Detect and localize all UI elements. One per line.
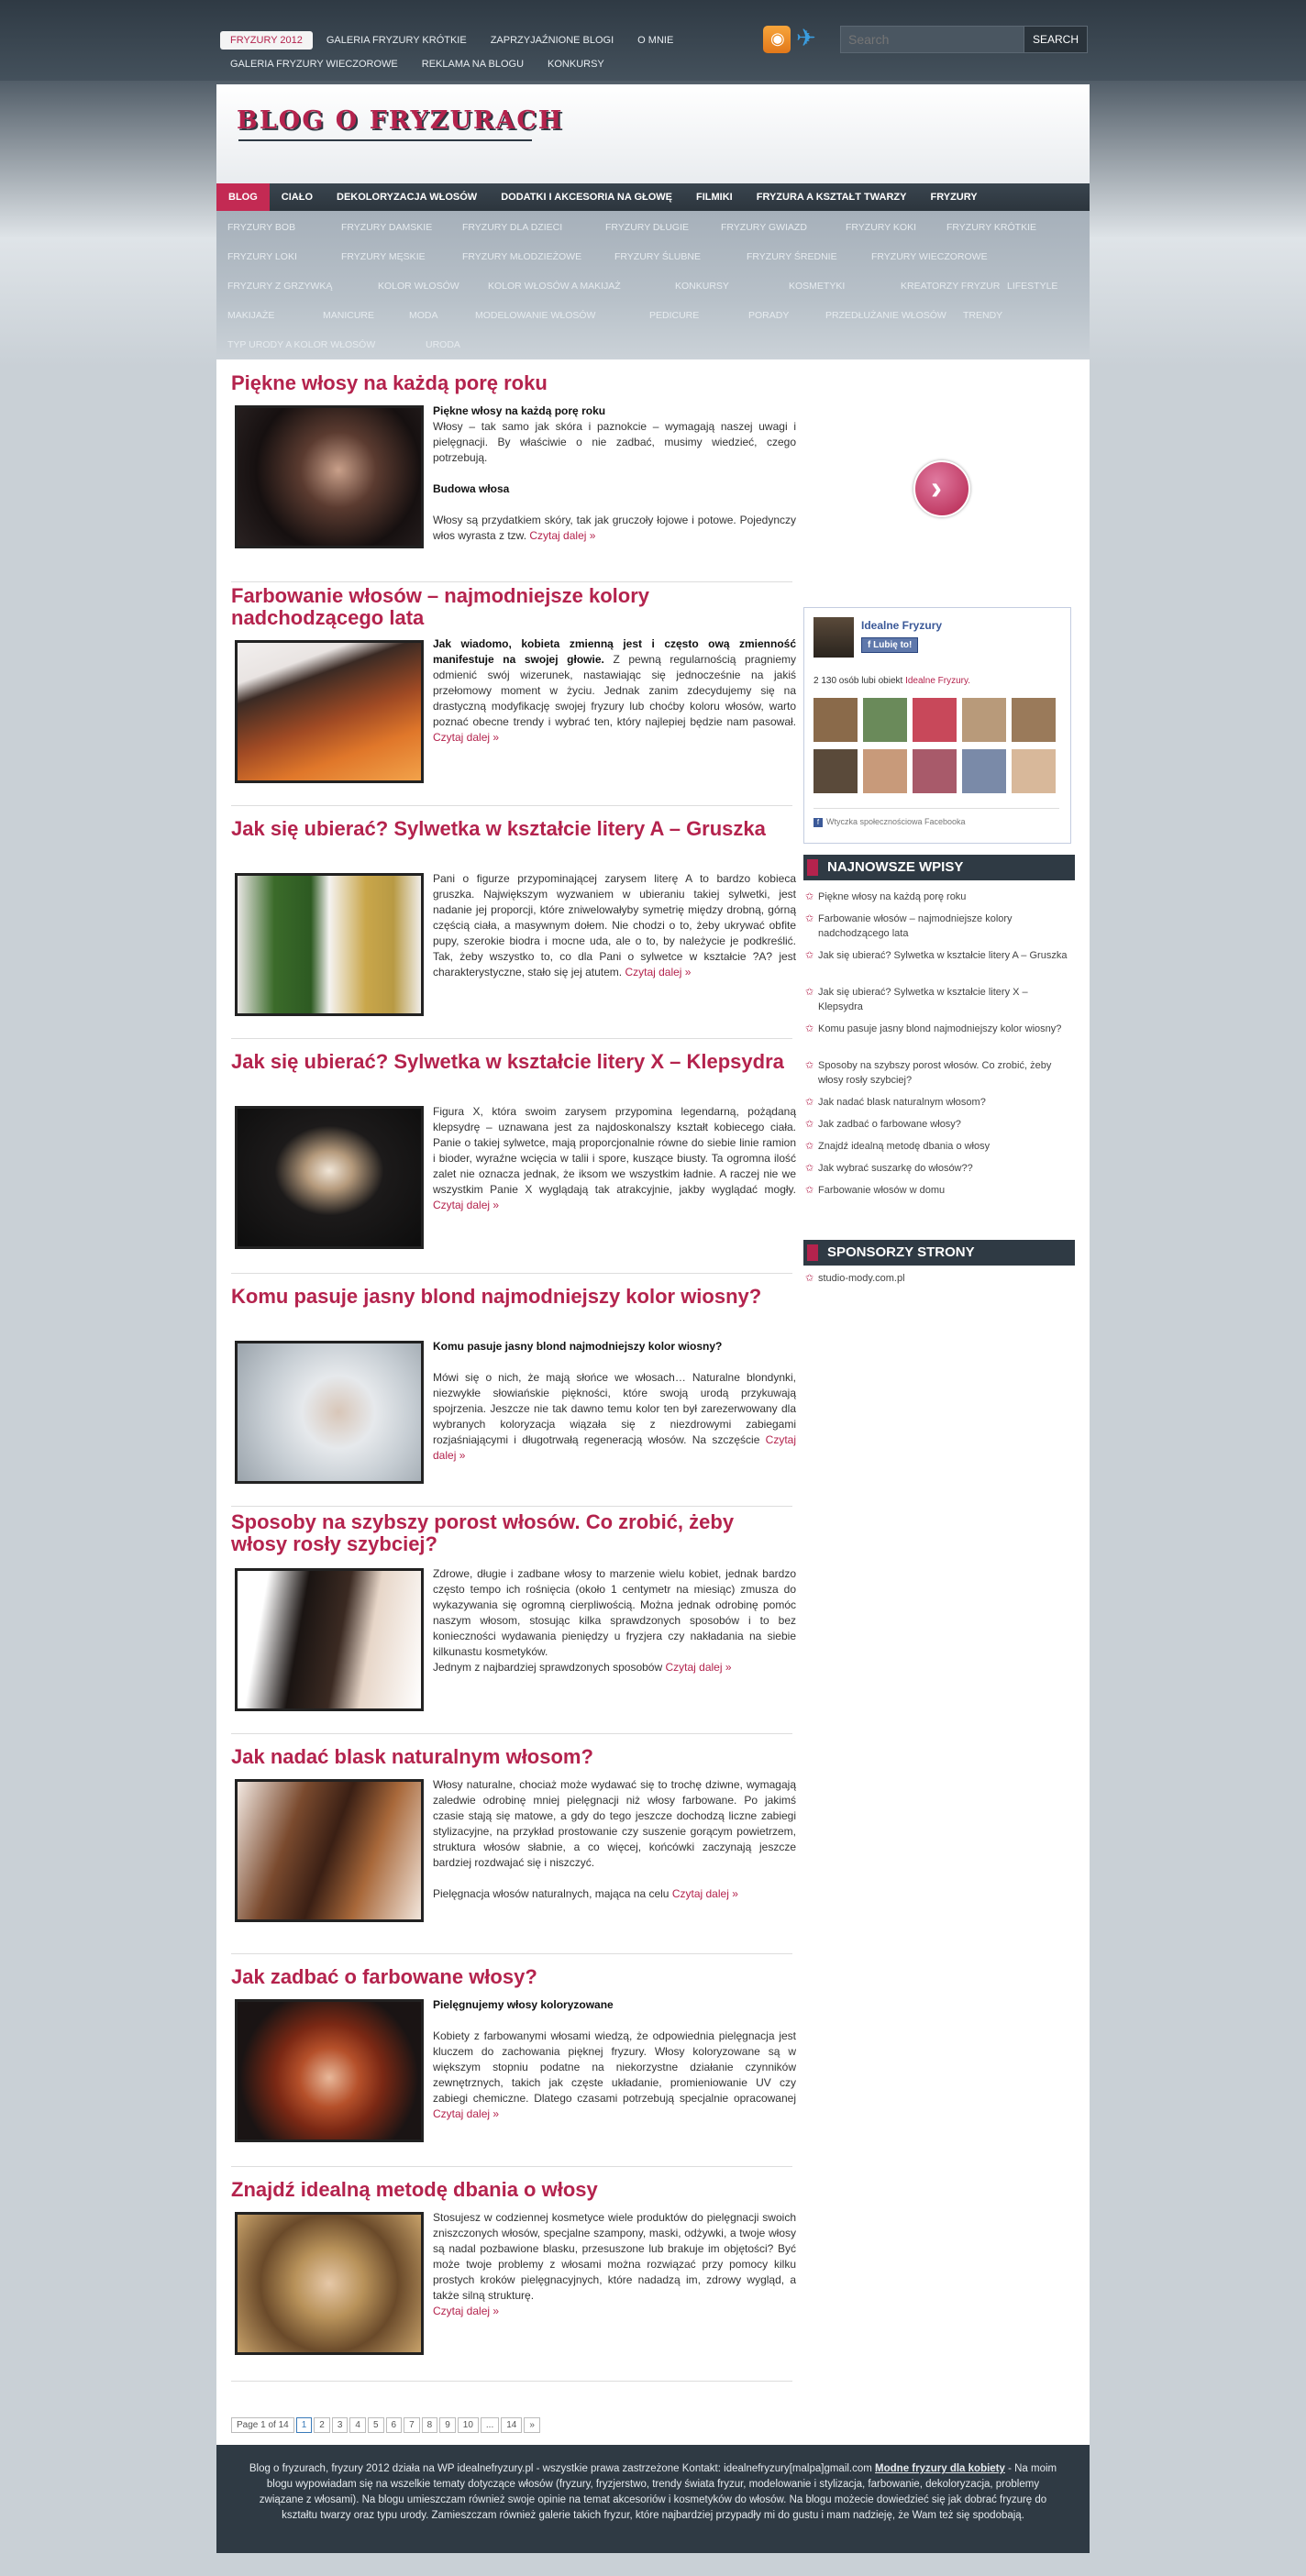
newest-post-link[interactable]: ✩ Jak się ubierać? Sylwetka w kształcie litery A – Gruszka [803,948,1075,963]
facebook-f-icon: f [813,818,823,827]
subcategory-item[interactable]: FRYZURY DŁUGIE [605,222,690,233]
post-excerpt: Figura X, która swoim zarysem przypomina legendarną, pożądaną klepsydrę – uznawana jest za najdoskonalszy kształt kobiecego ciała. Panie o takiej sylwetce, mają proporcjonalnie równe do siebie linie ramion i bioder, wyraźne wcięcia w talii i spore, kuszące biusty. Ta ogromna ilość zalet nie oznacza jednak, że iksom we wszystkim ładnie. A raczej nie we wszystkim Panie X wyglądają tak atrakcyjnie, jakby wyglądać mogły. Czytaj dalej » [433,1105,796,1211]
topnav-o-mnie[interactable]: O MNIE [637,35,674,46]
post-title[interactable]: Farbowanie włosów – najmodniejsze kolory nadchodzącego lata [231,584,649,629]
read-more-link[interactable]: Czytaj dalej » [625,966,692,978]
post-excerpt: Jak wiadomo, kobieta zmienną jest i często ową zmienność manifestuje na swojej głowie. Z pewną regularnością pragniemy odmienić swój wizerunek, nastawiając się jednocześnie na jakiś przełomowy moment w życiu. Jednak zanim zdecydujemy się na drastyczną modyfikację swojej fryzury lub choćby koloru włosów, warto poznać obecne trendy i wybrać ten, który najlepiej będzie nam pasował. Czytaj dalej » [433,637,797,744]
newest-post-link[interactable]: ✩ Komu pasuje jasny blond najmodniejszy kolor wiosny? [803,1022,1075,1036]
newest-post-link[interactable]: ✩ Jak nadać blask naturalnym włosom? [803,1095,1075,1110]
subcategory-item[interactable]: MAKIJAŻE [227,310,275,321]
read-more-link[interactable]: Czytaj dalej » [433,731,500,744]
post [231,585,792,629]
subcategory-item[interactable]: FRYZURY WIECZOROWE [871,251,988,262]
post [231,1286,792,1308]
post-divider [231,2166,792,2167]
read-more-link[interactable]: Czytaj dalej » [665,1661,732,1674]
topnav-konkursy[interactable]: KONKURSY [548,59,604,70]
post-excerpt: Komu pasuje jasny blond najmodniejszy kolor wiosny? Mówi się o nich, że mają słońce we włosach… Naturalne blondynki, niezwykłe słowiańskie piękności, które swoją urodą przykuwają spojrzenia. Jeszcze nie tak dawno temu kolor ten był zarezerwowany dla wybranych koloryzacja wiązała się z niezdrowymi zabiegami rozjaśniającymi i długotrwałą regeneracją włosów. Na szczęście Czytaj dalej » [433,1340,796,1462]
read-more-link[interactable]: Czytaj dalej » [433,2305,500,2317]
post-thumbnail[interactable] [235,1106,424,1249]
category-dekoloryzacja[interactable]: DEKOLORYZACJA WŁOSÓW [337,192,478,203]
topnav-reklama[interactable]: REKLAMA NA BLOGU [421,59,525,70]
page-link[interactable]: 10 [458,2417,479,2433]
page-link[interactable]: 4 [349,2417,366,2433]
post-thumbnail[interactable] [235,1568,424,1711]
post-title[interactable]: Komu pasuje jasny blond najmodniejszy kolor wiosny? [231,1285,762,1308]
subcategory-rows [216,211,1090,359]
post-divider [231,2381,792,2382]
post-excerpt: Pielęgnujemy włosy koloryzowane Kobiety z farbowanymi włosami wiedzą, że odpowiednia pielęgnacja jest kluczem do zachowania pięknej fryzury. Włosy koloryzowane są w większym stopniu podatne na niekorzystne działanie czynników zewnętrznych, takich jak częste układanie, promieniowanie UV czy zabiegi chemiczne. Dlatego czasami potrzebują specjalnie opracowanej Czytaj dalej » [433,1998,796,2120]
sponsor-link[interactable]: ✩ studio-mody.com.pl [803,1271,1075,1286]
site-logo[interactable]: BLOG O FRYZURACH [237,106,564,135]
subcategory-item[interactable]: FRYZURY MĘSKIE [341,251,426,262]
subcategory-item[interactable]: PEDICURE [649,310,700,321]
subcategory-item[interactable]: TRENDY [963,310,1003,321]
page-link[interactable]: 7 [404,2417,420,2433]
newest-posts-heading: NAJNOWSZE WPISY [803,855,1075,880]
subcategory-item[interactable]: FRYZURY DLA DZIECI [462,222,563,233]
subcategory-item[interactable]: FRYZURY KOKI [846,222,917,233]
facebook-like-count: 2 130 osób lubi obiekt Idealne Fryzury. [813,676,971,686]
post [231,1966,792,1988]
subcategory-item[interactable]: KOLOR WŁOSÓW [378,281,459,292]
post [231,818,792,840]
post-divider [231,1038,792,1039]
sponsors-heading: SPONSORZY STRONY [803,1240,1075,1266]
subcategory-item[interactable]: FRYZURY ŚREDNIE [747,251,837,262]
newest-post-link[interactable]: ✩ Farbowanie włosów – najmodniejsze kolory nadchodzącego lata [803,912,1075,941]
main-content [216,359,1090,2445]
subcategory-item[interactable]: PORADY [748,310,790,321]
facebook-page-link[interactable]: Idealne Fryzury. [905,676,971,686]
subcategory-item[interactable]: FRYZURY KRÓTKIE [946,222,1037,233]
pagination [231,2417,542,2433]
newest-post-link[interactable]: ✩ Znajdź idealną metodę dbania o włosy [803,1139,1075,1154]
page-link[interactable]: 8 [422,2417,438,2433]
read-more-link[interactable]: Czytaj dalej » [433,1433,796,1462]
subcategory-item[interactable]: KONKURSY [675,281,729,292]
facebook-fan-avatar[interactable] [863,749,907,793]
subcategory-item[interactable]: PRZEDŁUŻANIE WŁOSÓW [825,310,946,321]
page-link[interactable]: » [524,2417,540,2433]
subcategory-item[interactable]: KREATORZY FRYZUR [901,281,1001,292]
post-divider [231,1273,792,1274]
subcategory-item[interactable]: KOLOR WŁOSÓW A MAKIJAŻ [488,281,621,292]
facebook-page-name[interactable]: Idealne Fryzury [861,619,943,632]
subcategory-item[interactable]: FRYZURY DAMSKIE [341,222,433,233]
post-divider [231,1733,792,1734]
page-link[interactable]: 3 [332,2417,349,2433]
page-label: Page 1 of 14 [231,2417,294,2433]
rss-icon[interactable]: ◉ [763,26,791,53]
category-cialo[interactable]: CIAŁO [281,192,314,203]
subcategory-item[interactable]: FRYZURY Z GRZYWKĄ [227,281,333,292]
post-divider [231,805,792,806]
post-excerpt: Włosy naturalne, chociaż może wydawać się to trochę dziwne, wymagają zaledwie odrobinę mniej pielęgnacji niż włosy farbowane. Po jakimś czasie stają się matowe, a gdy do tego jeszcze dochodzą liczne zabiegi stylizacyjne, na przykład prostowanie czy suszenie gorącym powietrzem, struktura włosów słabnie, a co więcej, końcówki zaczynają jeszcze bardziej rozdwajać się i niszczyć. Pielęgnacja włosów naturalnych, mająca na celu Czytaj dalej » [433,1778,796,1900]
subcategory-item[interactable]: MODELOWANIE WŁOSÓW [475,310,596,321]
newest-post-link[interactable]: ✩ Piękne włosy na każdą porę roku [803,890,1075,904]
post-thumbnail[interactable] [235,1779,424,1922]
post-thumbnail[interactable] [235,1999,424,2142]
subcategory-item[interactable]: KOSMETYKI [789,281,846,292]
post [231,1746,792,1768]
page-link[interactable]: 14 [501,2417,522,2433]
footer-bold-link[interactable]: Modne fryzury dla kobiety [875,2463,1005,2474]
page-link[interactable]: 1 [296,2417,313,2433]
facebook-f-icon: f [868,640,871,650]
search-button[interactable]: SEARCH [1024,26,1088,53]
facebook-fans-grid [813,698,1063,801]
post-title[interactable]: Znajdź idealną metodę dbania o włosy [231,2178,598,2201]
newest-post-link[interactable]: ✩ Sposoby na szybszy porost włosów. Co zrobić, żeby włosy rosły szybciej? [803,1058,1075,1088]
post-thumbnail[interactable] [235,640,424,783]
facebook-fan-avatar[interactable] [962,698,1006,742]
post-divider [231,1506,792,1507]
post-title[interactable]: Jak się ubierać? Sylwetka w kształcie litery A – Gruszka [231,817,766,840]
search-form [840,26,1090,55]
subcategory-item[interactable]: FRYZURY LOKI [227,251,297,262]
subcategory-item[interactable]: FRYZURY MŁODZIEŻOWE [462,251,582,262]
post-title[interactable]: Sposoby na szybszy porost włosów. Co zrobić, żeby włosy rosły szybciej? [231,1510,735,1555]
topnav-galeria-krotkie[interactable]: GALERIA FRYZURY KRÓTKIE [326,35,467,46]
read-more-link[interactable]: Czytaj dalej » [671,1887,738,1900]
top-navigation [220,31,734,79]
facebook-like-button[interactable]: f Lubię to! [861,637,918,653]
facebook-fan-avatar[interactable] [913,749,957,793]
facebook-fan-avatar[interactable] [863,698,907,742]
newest-post-link[interactable]: ✩ Farbowanie włosów w domu [803,1183,1075,1198]
subcategory-item[interactable]: MANICURE [323,310,375,321]
next-arrow-icon[interactable]: › [913,460,970,517]
post-thumbnail[interactable] [235,2212,424,2355]
site-header [216,84,1090,183]
subcategory-item[interactable]: LIFESTYLE [1007,281,1058,292]
facebook-fan-avatar[interactable] [1012,749,1056,793]
subcategory-item[interactable]: FRYZURY BOB [227,222,296,233]
post-excerpt: Pani o figurze przypominającej zarysem literę A to bardzo kobieca gruszka. Największym wyzwaniem w ubieraniu takiej sylwetki, jest nadanie jej proporcji, które zniwelowałyby symetrię między drobną, górną częścią ciała, a masywnym dołem. Nie chodzi o to, żeby ukrywać obfite pupy, szerokie biodra i mocne uda, ale o to, by należycie je podkreślić. Tak, żeby wszystko to, co dla Pani o sylwetce w kształcie ?A? jest charakterystyczne, stało się jej atutem. Czytaj dalej » [433,872,796,978]
topnav-galeria-wieczorowe[interactable]: GALERIA FRYZURY WIECZOROWE [230,59,398,70]
subcategory-item[interactable]: FRYZURY GWIAZD [721,222,807,233]
read-more-link[interactable]: Czytaj dalej » [433,1199,500,1211]
post-thumbnail[interactable] [235,1341,424,1484]
post [231,2179,792,2201]
post-title[interactable]: Jak zadbać o farbowane włosy? [231,1965,537,1988]
post-thumbnail[interactable] [235,405,424,548]
post-title[interactable]: Jak się ubierać? Sylwetka w kształcie litery X – Klepsydra [231,1050,784,1073]
subcategory-item[interactable]: MODA [409,310,438,321]
main-category-row [216,183,1090,211]
post [231,1511,792,1555]
topnav-zaprzyjaznione-blogi[interactable]: ZAPRZYJAŹNIONE BLOGI [490,35,614,46]
category-navigation [216,183,1090,359]
read-more-link[interactable]: Czytaj dalej » [433,2107,500,2120]
facebook-fan-avatar[interactable] [1012,698,1056,742]
subcategory-item[interactable]: FRYZURY ŚLUBNE [614,251,701,262]
post-divider [231,1953,792,1954]
logo-underline [238,139,532,141]
page-link: ... [481,2417,499,2433]
category-fryzura-ksztalt[interactable]: FRYZURA A KSZTAŁT TWARZY [756,192,907,203]
subcategory-item[interactable]: URODA [426,339,460,350]
facebook-like-box [803,607,1071,844]
facebook-fan-avatar[interactable] [813,698,858,742]
twitter-bird-icon[interactable]: ✈ [796,24,816,51]
post-divider [231,581,792,582]
post-excerpt: Zdrowe, długie i zadbane włosy to marzenie wielu kobiet, jednak bardzo często tempo ich rośnięcia (około 1 centymetr na miesiąc) zmusza do wykazywania się ogromną cierpliwością. Można jednak odrobinę pomóc naszym włosom, stosując kilka sprawdzonych sposobów i to bez konieczności wydawania pieniędzy u fryzjera czy nakładania na siebie kilkunastu kosmetyków. Jednym z najbardziej sprawdzonych sposobów Czytaj dalej » [433,1567,796,1674]
page-link[interactable]: 2 [314,2417,330,2433]
facebook-page-avatar[interactable] [813,617,854,658]
post-thumbnail[interactable] [235,873,424,1016]
search-input[interactable] [840,26,1040,53]
subcategory-item[interactable]: TYP URODY A KOLOR WŁOSÓW [227,339,376,350]
category-fryzury[interactable]: FRYZURY [930,192,978,203]
post-title[interactable]: Piękne włosy na każdą porę roku [231,371,548,394]
category-blog[interactable]: BLOG [216,183,270,211]
newest-post-link[interactable]: ✩ Jak się ubierać? Sylwetka w kształcie litery X – Klepsydra [803,985,1075,1014]
post [231,372,792,394]
category-dodatki[interactable]: DODATKI I AKCESORIA NA GŁOWĘ [501,192,672,203]
post-title[interactable]: Jak nadać blask naturalnym włosom? [231,1745,593,1768]
post-excerpt: Piękne włosy na każdą porę roku Włosy – tak samo jak skóra i paznokcie – wymagają naszej uwagi i pielęgnacji. By właściwie o nie zadbać, musimy wiedzieć, czego potrzebują. Budowa włosa Włosy są przydatkiem skóry, tak jak gruczoły łojowe i potowe. Pojedynczy włos wyrasta z tzw. Czytaj dalej » [433,404,796,542]
category-filmiki[interactable]: FILMIKI [696,192,733,203]
site-footer: Blog o fryzurach, fryzury 2012 działa na WP idealnefryzury.pl - wszystkie prawa zastrzeżone Kontakt: idealnefryzury[malpa]gmail.com Modne fryzury dla kobiety - Na moim blogu wypowiadam się na wszelkie tematy dotyczące włosów (fryzury, fryzjerstwo, trendy świata fryzur, modelowanie i stylizacja, farbowanie, dekoloryzacja, problemy związane z włosami). Na blogu umieszczam również swoje opinie na temat akcesoriów i kosmetyków do włosów. Na blogu możecie dowiedzieć się jak dobrać fryzurę do kształtu twarzy oraz typu urody. Zamieszczam również galerie takich fryzur, które najbardziej przypadły mi do gustu i mam nadzieję, że Wam też się spodobają. [216,2445,1090,2553]
facebook-fan-avatar[interactable] [813,749,858,793]
topnav-fryzury-2012[interactable]: FRYZURY 2012 [220,31,313,50]
page-link[interactable]: 6 [386,2417,403,2433]
newest-post-link[interactable]: ✩ Jak wybrać suszarkę do włosów?? [803,1161,1075,1176]
page-link[interactable]: 9 [439,2417,456,2433]
post-excerpt: Stosujesz w codziennej kosmetyce wiele produktów do pielęgnacji swoich zniszczonych włosów, specjalne szampony, maski, odżywki, a twoje włosy są nadal pozbawione blasku, przesuszone lub brakuje im objętości? Być może twoje problemy z włosami można rozwiązać przy pomocy kilku prostych kroków pielęgnacyjnych, które nadadzą im, zdrowy wygląd, a także silną strukturę. Czytaj dalej » [433,2211,796,2317]
newest-post-link[interactable]: ✩ Jak zadbać o farbowane włosy? [803,1117,1075,1132]
facebook-fan-avatar[interactable] [913,698,957,742]
page-link[interactable]: 5 [368,2417,384,2433]
facebook-fan-avatar[interactable] [962,749,1006,793]
facebook-plugin-label: f Wtyczka społecznościowa Facebooka [813,817,966,827]
post [231,1051,792,1073]
read-more-link[interactable]: Czytaj dalej » [529,529,596,542]
